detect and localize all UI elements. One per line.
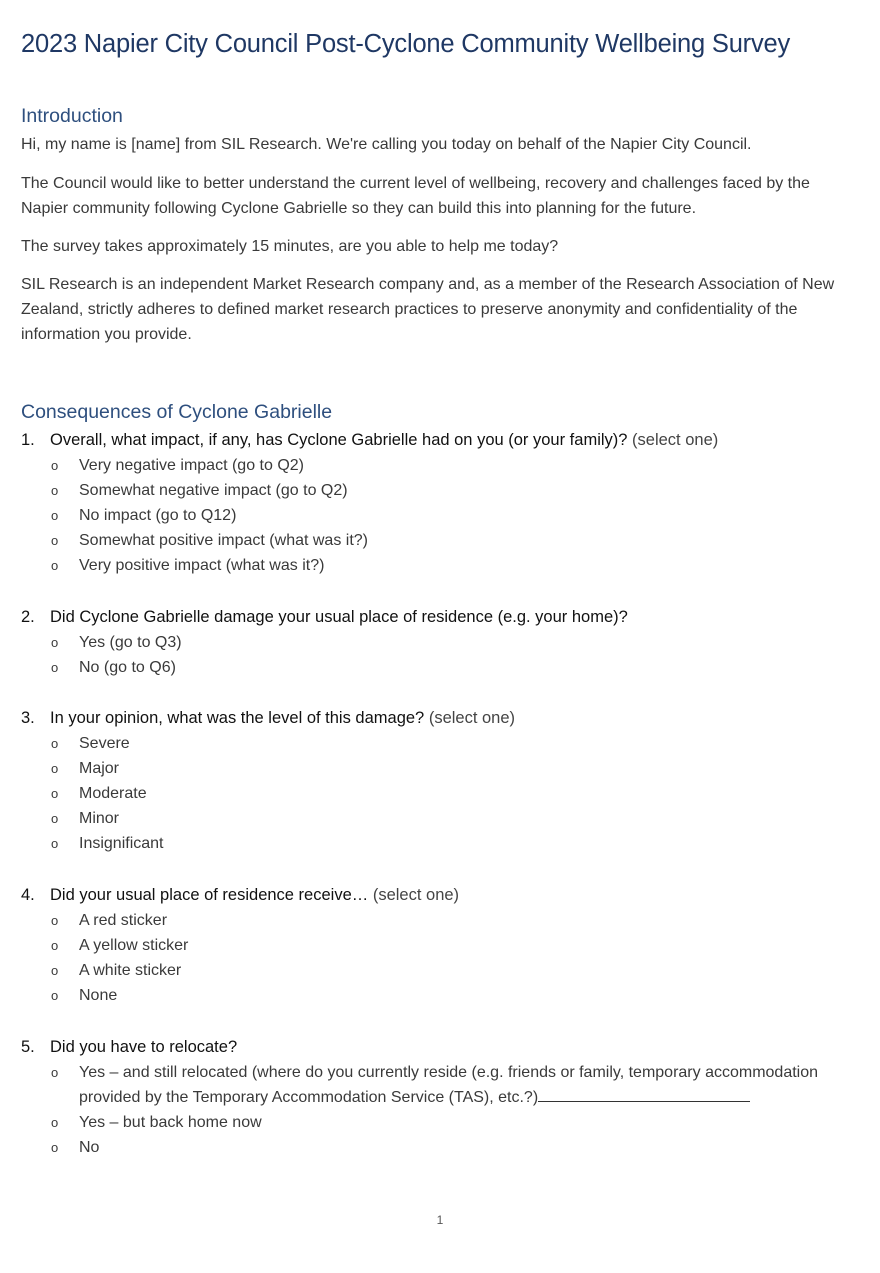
question-1 <box>21 428 861 578</box>
answer-blank[interactable] <box>538 1087 750 1102</box>
option-label: Insignificant <box>79 835 164 852</box>
answer-option[interactable] <box>21 655 861 680</box>
intro-paragraph: The Council would like to better understand the current level of wellbeing, recovery and challenges faced by the Napier community following Cyclone Gabrielle so they can build this into planning for the future. <box>21 175 810 217</box>
answer-option[interactable] <box>21 831 861 856</box>
consequences-heading: Consequences of Cyclone Gabrielle <box>21 401 333 423</box>
option-label-with-blank <box>79 1060 861 1110</box>
intro-paragraph: The survey takes approximately 15 minutes, are you able to help me today? <box>21 238 559 255</box>
option-label: A yellow sticker <box>79 937 189 954</box>
question-note: (select one) <box>372 886 460 904</box>
option-label: A red sticker <box>79 912 168 929</box>
answer-option[interactable] <box>21 958 861 983</box>
bullet-icon: o <box>51 761 59 776</box>
bullet-icon: o <box>51 963 59 978</box>
question-label: Did your usual place of residence receive… <box>50 886 369 904</box>
question-2 <box>21 605 861 680</box>
answer-option[interactable] <box>21 630 861 655</box>
answer-option[interactable] <box>21 478 861 503</box>
question-number: 1. <box>21 431 35 449</box>
question-number: 3. <box>21 709 35 727</box>
question-note: (select one) <box>428 709 516 727</box>
bullet-icon: o <box>51 938 59 953</box>
answer-option[interactable] <box>21 933 861 958</box>
question-line <box>21 883 861 908</box>
question-text <box>50 428 718 453</box>
question-label: Did Cyclone Gabrielle damage your usual place of residence (e.g. your home)? <box>50 608 628 626</box>
answer-option[interactable] <box>21 756 861 781</box>
bullet-icon: o <box>51 1115 59 1130</box>
answer-option[interactable] <box>21 806 861 831</box>
option-label: Yes – but back home now <box>79 1114 262 1131</box>
answer-option[interactable] <box>21 503 861 528</box>
question-number: 4. <box>21 886 35 904</box>
answer-option[interactable] <box>21 1110 861 1135</box>
bullet-icon: o <box>51 1140 59 1155</box>
option-label: Very negative impact (go to Q2) <box>79 457 304 474</box>
answer-option[interactable] <box>21 1135 861 1160</box>
option-label: Somewhat negative impact (go to Q2) <box>79 482 348 499</box>
question-line <box>21 1035 861 1060</box>
answer-option[interactable] <box>21 453 861 478</box>
document-title: 2023 Napier City Council Post-Cyclone Community Wellbeing Survey <box>21 30 791 58</box>
bullet-icon: o <box>51 736 59 751</box>
question-note: (select one) <box>632 431 719 449</box>
option-label: Severe <box>79 735 130 752</box>
intro-paragraph: SIL Research is an independent Market Research company and, as a member of the Research Association of New Zealand, strictly adheres to defined market research practices to preserve anonymity and confidentiality of the information you provide. <box>21 276 835 343</box>
question-line <box>21 706 861 731</box>
question-text <box>50 706 515 731</box>
option-label: Somewhat positive impact (what was it?) <box>79 532 368 549</box>
bullet-icon: o <box>51 458 59 473</box>
option-label: A white sticker <box>79 962 182 979</box>
option-label: No <box>79 1139 100 1156</box>
bullet-icon: o <box>51 660 59 675</box>
option-label: Moderate <box>79 785 147 802</box>
option-label: Very positive impact (what was it?) <box>79 557 325 574</box>
question-4 <box>21 883 861 1008</box>
question-label: Did you have to relocate? <box>50 1038 238 1056</box>
bullet-icon: o <box>51 1065 59 1080</box>
bullet-icon: o <box>51 988 59 1003</box>
intro-paragraph: Hi, my name is [name] from SIL Research. We're calling you today on behalf of the Napier City Council. <box>21 136 752 153</box>
bullet-icon: o <box>51 533 59 548</box>
question-5 <box>21 1035 861 1160</box>
option-label: Yes – and still relocated (where do you currently reside (e.g. friends or family, temporary accommodation provided by the Temporary Accommodation Service (TAS), etc.?) <box>79 1064 819 1106</box>
option-label: No impact (go to Q12) <box>79 507 237 524</box>
answer-option[interactable] <box>21 528 861 553</box>
answer-option[interactable] <box>21 781 861 806</box>
bullet-icon: o <box>51 913 59 928</box>
answer-option[interactable] <box>21 731 861 756</box>
question-number: 2. <box>21 608 35 626</box>
option-label: Minor <box>79 810 120 827</box>
bullet-icon: o <box>51 836 59 851</box>
question-label: Overall, what impact, if any, has Cyclone Gabrielle had on you (or your family)? <box>50 431 628 449</box>
question-label: In your opinion, what was the level of this damage? <box>50 709 425 727</box>
question-line <box>21 605 861 630</box>
question-3 <box>21 706 861 856</box>
question-text <box>50 883 459 908</box>
answer-option[interactable] <box>21 983 861 1008</box>
bullet-icon: o <box>51 508 59 523</box>
bullet-icon: o <box>51 483 59 498</box>
introduction-heading: Introduction <box>21 105 123 127</box>
bullet-icon: o <box>51 635 59 650</box>
option-label: Yes (go to Q3) <box>79 634 182 651</box>
answer-option[interactable] <box>21 1060 861 1110</box>
question-text <box>50 1035 237 1060</box>
option-label: None <box>79 987 118 1004</box>
bullet-icon: o <box>51 558 59 573</box>
question-line <box>21 428 861 453</box>
bullet-icon: o <box>51 811 59 826</box>
question-text <box>50 605 628 630</box>
option-label: Major <box>79 760 120 777</box>
option-label: No (go to Q6) <box>79 659 176 676</box>
answer-option[interactable] <box>21 553 861 578</box>
answer-option[interactable] <box>21 908 861 933</box>
question-number: 5. <box>21 1038 35 1056</box>
page-number: 1 <box>436 1213 444 1227</box>
bullet-icon: o <box>51 786 59 801</box>
